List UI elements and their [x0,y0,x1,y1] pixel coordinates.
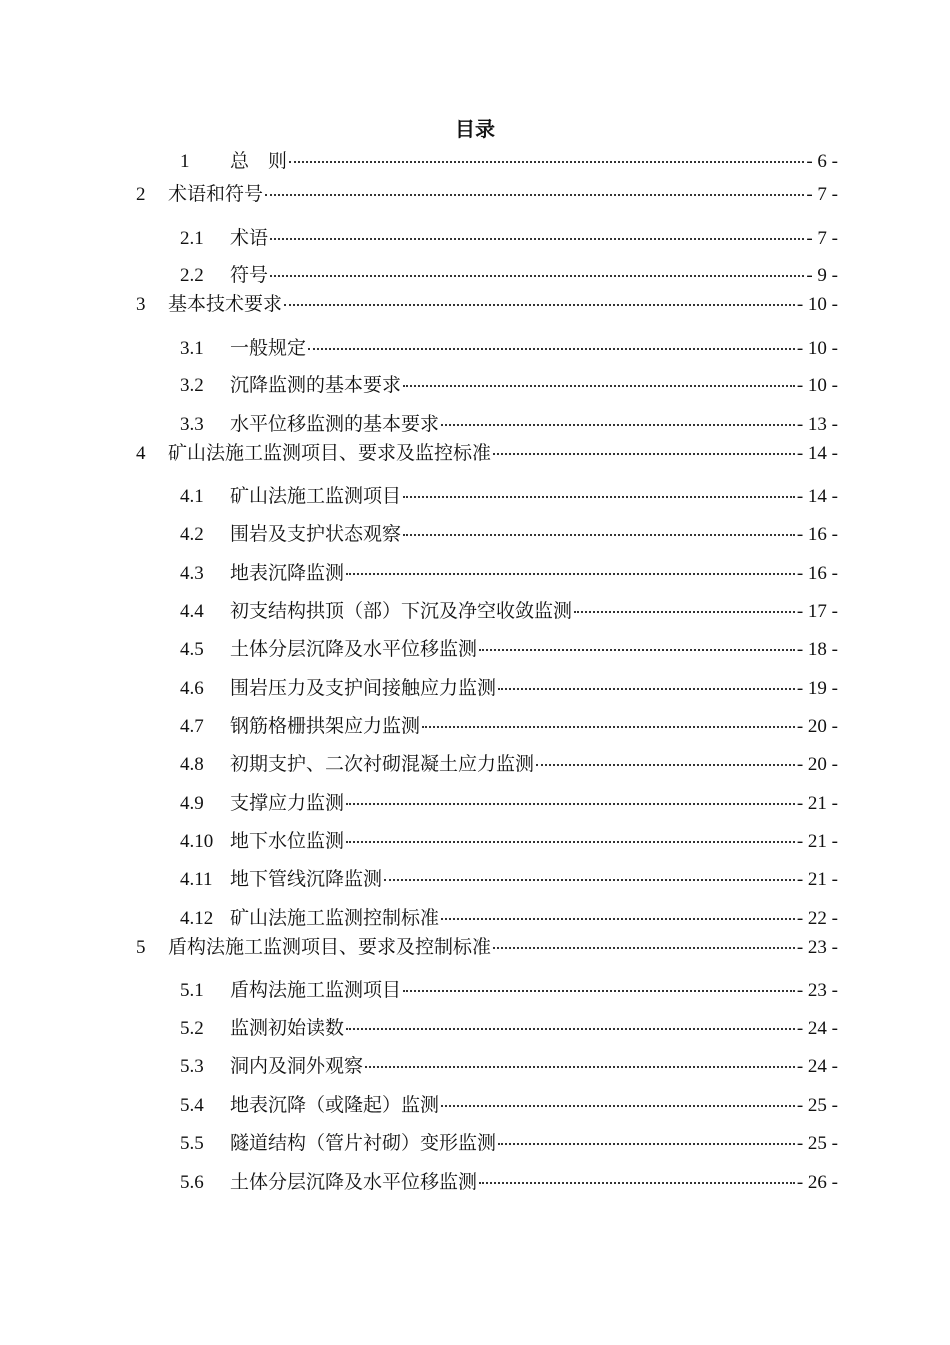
toc-entry-number: 4.6 [180,678,204,699]
toc-entry[interactable] [0,291,838,317]
toc-entry-number: 4.10 [180,831,214,852]
toc-entry[interactable] [0,1053,838,1079]
toc-entry-page: - 16 - [796,524,838,545]
toc-entry[interactable] [0,372,838,398]
toc-entry-text: 总 则 [230,150,288,172]
toc-entry-text: 一般规定 [230,337,307,359]
toc-entry-number: 5.4 [180,1095,204,1116]
toc-entry-number: 2.1 [180,228,204,249]
toc-dot-leader [289,159,804,163]
toc-dot-leader [498,686,795,690]
toc-dot-leader [384,877,795,881]
toc-entry-number: 4.1 [180,486,204,507]
toc-entry-page: - 7 - [806,228,838,249]
toc-entry[interactable] [0,483,838,509]
toc-entry[interactable] [0,977,838,1003]
toc-entry-page: - 19 - [796,678,838,699]
toc-entry-number: 4.5 [180,639,204,660]
toc-entry-page: - 10 - [796,375,838,396]
toc-entry-page: - 10 - [796,338,838,359]
toc-dot-leader [479,1180,795,1184]
toc-dot-leader [346,571,795,575]
toc-entry-text: 地表沉降（或隆起）监测 [230,1094,440,1116]
toc-entry-number: 2.2 [180,265,204,286]
toc-entry[interactable] [0,790,838,816]
toc-entry-text: 支撑应力监测 [230,792,345,814]
toc-entry-text: 地下管线沉降监测 [230,868,383,890]
toc-entry[interactable] [0,905,838,931]
toc-entry-text: 沉降监测的基本要求 [230,374,402,396]
toc-entry-text: 围岩压力及支护间接触应力监测 [230,677,497,699]
toc-entry-page: - 23 - [796,937,838,958]
toc-entry[interactable] [0,262,838,288]
toc-entry-page: - 18 - [796,639,838,660]
toc-entry[interactable] [0,828,838,854]
toc-dot-leader [403,494,795,498]
toc-dot-leader [441,916,795,920]
toc-entry-text: 地下水位监测 [230,830,345,852]
toc-entry-page: - 23 - [796,980,838,1001]
toc-dot-leader [403,988,795,992]
toc-entry-page: - 16 - [796,563,838,584]
toc-dot-leader [346,801,795,805]
toc-entry-page: - 21 - [796,869,838,890]
toc-entry-text: 矿山法施工监测控制标准 [230,907,440,929]
toc-entry-number: 4.9 [180,793,204,814]
toc-dot-leader [498,1141,795,1145]
toc-dot-leader [346,1026,795,1030]
toc-entry-page: - 9 - [806,265,838,286]
toc-dot-leader [441,1103,795,1107]
toc-entry-page: - 14 - [796,443,838,464]
toc-entry-page: - 13 - [796,414,838,435]
toc-entry-text: 矿山法施工监测项目 [230,485,402,507]
toc-dot-leader [403,532,795,536]
toc-dot-leader [493,451,795,455]
toc-entry-page: - 7 - [806,184,838,205]
toc-entry-text: 术语 [230,227,269,249]
toc-entry-page: - 10 - [796,294,838,315]
toc-entry[interactable] [0,1092,838,1118]
toc-entry-text: 土体分层沉降及水平位移监测 [230,638,478,660]
toc-entry[interactable] [0,675,838,701]
toc-entry-number: 4.4 [180,601,204,622]
toc-entry-page: - 20 - [796,754,838,775]
toc-entry[interactable] [0,440,838,466]
toc-entry-number: 5.3 [180,1056,204,1077]
toc-entry[interactable] [0,148,838,174]
toc-entry[interactable] [0,713,838,739]
toc-entry-number: 5.2 [180,1018,204,1039]
toc-entry-text: 土体分层沉降及水平位移监测 [230,1171,478,1193]
toc-dot-leader [403,383,795,387]
toc-entry[interactable] [0,521,838,547]
toc-entry-text: 矿山法施工监测项目、要求及监控标准 [168,442,492,464]
toc-entry-text: 术语和符号 [168,183,264,205]
toc-entry-text: 钢筋格栅拱架应力监测 [230,715,421,737]
toc-entry-number: 4.7 [180,716,204,737]
toc-entry-number: 5.5 [180,1133,204,1154]
toc-entry-page: - 21 - [796,793,838,814]
toc-entry-page: - 20 - [796,716,838,737]
toc-entry-number: 3.2 [180,375,204,396]
toc-entry-number: 3 [136,294,146,315]
toc-dot-leader [270,273,804,277]
toc-title: 目录 [455,117,495,141]
toc-dot-leader [270,236,804,240]
toc-entry[interactable] [0,335,838,361]
toc-dot-leader [441,422,795,426]
toc-entry-page: - 25 - [796,1095,838,1116]
toc-entry-number: 1 [180,151,190,172]
toc-entry-page: - 6 - [806,151,838,172]
toc-entry-text: 围岩及支护状态观察 [230,523,402,545]
toc-entry-text: 符号 [230,264,269,286]
toc-dot-leader [479,647,795,651]
toc-entry-page: - 24 - [796,1056,838,1077]
toc-dot-leader [365,1064,795,1068]
toc-entry[interactable] [0,636,838,662]
toc-dot-leader [346,839,795,843]
toc-entry-text: 盾构法施工监测项目、要求及控制标准 [168,936,492,958]
toc-entry-number: 4.12 [180,908,214,929]
toc-dot-leader [308,346,795,350]
toc-entry-number: 5.6 [180,1172,204,1193]
toc-entry[interactable] [0,1130,838,1156]
toc-entry-text: 水平位移监测的基本要求 [230,413,440,435]
toc-entry-page: - 25 - [796,1133,838,1154]
toc-entry[interactable] [0,751,838,777]
toc-entry-page: - 24 - [796,1018,838,1039]
toc-entry[interactable] [0,1015,838,1041]
toc-entry-number: 4 [136,443,146,464]
toc-entry[interactable] [0,866,838,892]
toc-dot-leader [422,724,795,728]
toc-entry[interactable] [0,225,838,251]
toc-dot-leader [265,192,804,196]
toc-entry[interactable] [0,181,838,207]
toc-dot-leader [536,762,795,766]
toc-entry[interactable] [0,560,838,586]
toc-entry-text: 隧道结构（管片衬砌）变形监测 [230,1132,497,1154]
toc-entry-number: 3.1 [180,338,204,359]
toc-entry-text: 初期支护、二次衬砌混凝土应力监测 [230,753,535,775]
toc-entry[interactable] [0,1169,838,1195]
toc-dot-leader [574,609,795,613]
toc-entry-number: 2 [136,184,146,205]
toc-entry-text: 盾构法施工监测项目 [230,979,402,1001]
toc-entry[interactable] [0,934,838,960]
toc-entry-number: 4.11 [180,869,213,890]
toc-entry-page: - 21 - [796,831,838,852]
toc-entry-number: 5 [136,937,146,958]
toc-dot-leader [493,945,795,949]
toc-dot-leader [284,302,795,306]
toc-entry[interactable] [0,598,838,624]
toc-entry-page: - 17 - [796,601,838,622]
toc-entry-text: 初支结构拱顶（部）下沉及净空收敛监测 [230,600,573,622]
toc-entry-text: 地表沉降监测 [230,562,345,584]
toc-entry-number: 5.1 [180,980,204,1001]
toc-entry-page: - 22 - [796,908,838,929]
toc-entry-text: 基本技术要求 [168,293,283,315]
toc-entry[interactable] [0,411,838,437]
toc-entry-number: 4.3 [180,563,204,584]
toc-entry-text: 洞内及洞外观察 [230,1055,364,1077]
toc-entry-text: 监测初始读数 [230,1017,345,1039]
toc-entry-number: 4.2 [180,524,204,545]
toc-entry-page: - 14 - [796,486,838,507]
toc-entry-page: - 26 - [796,1172,838,1193]
toc-entry-number: 3.3 [180,414,204,435]
toc-entry-number: 4.8 [180,754,204,775]
